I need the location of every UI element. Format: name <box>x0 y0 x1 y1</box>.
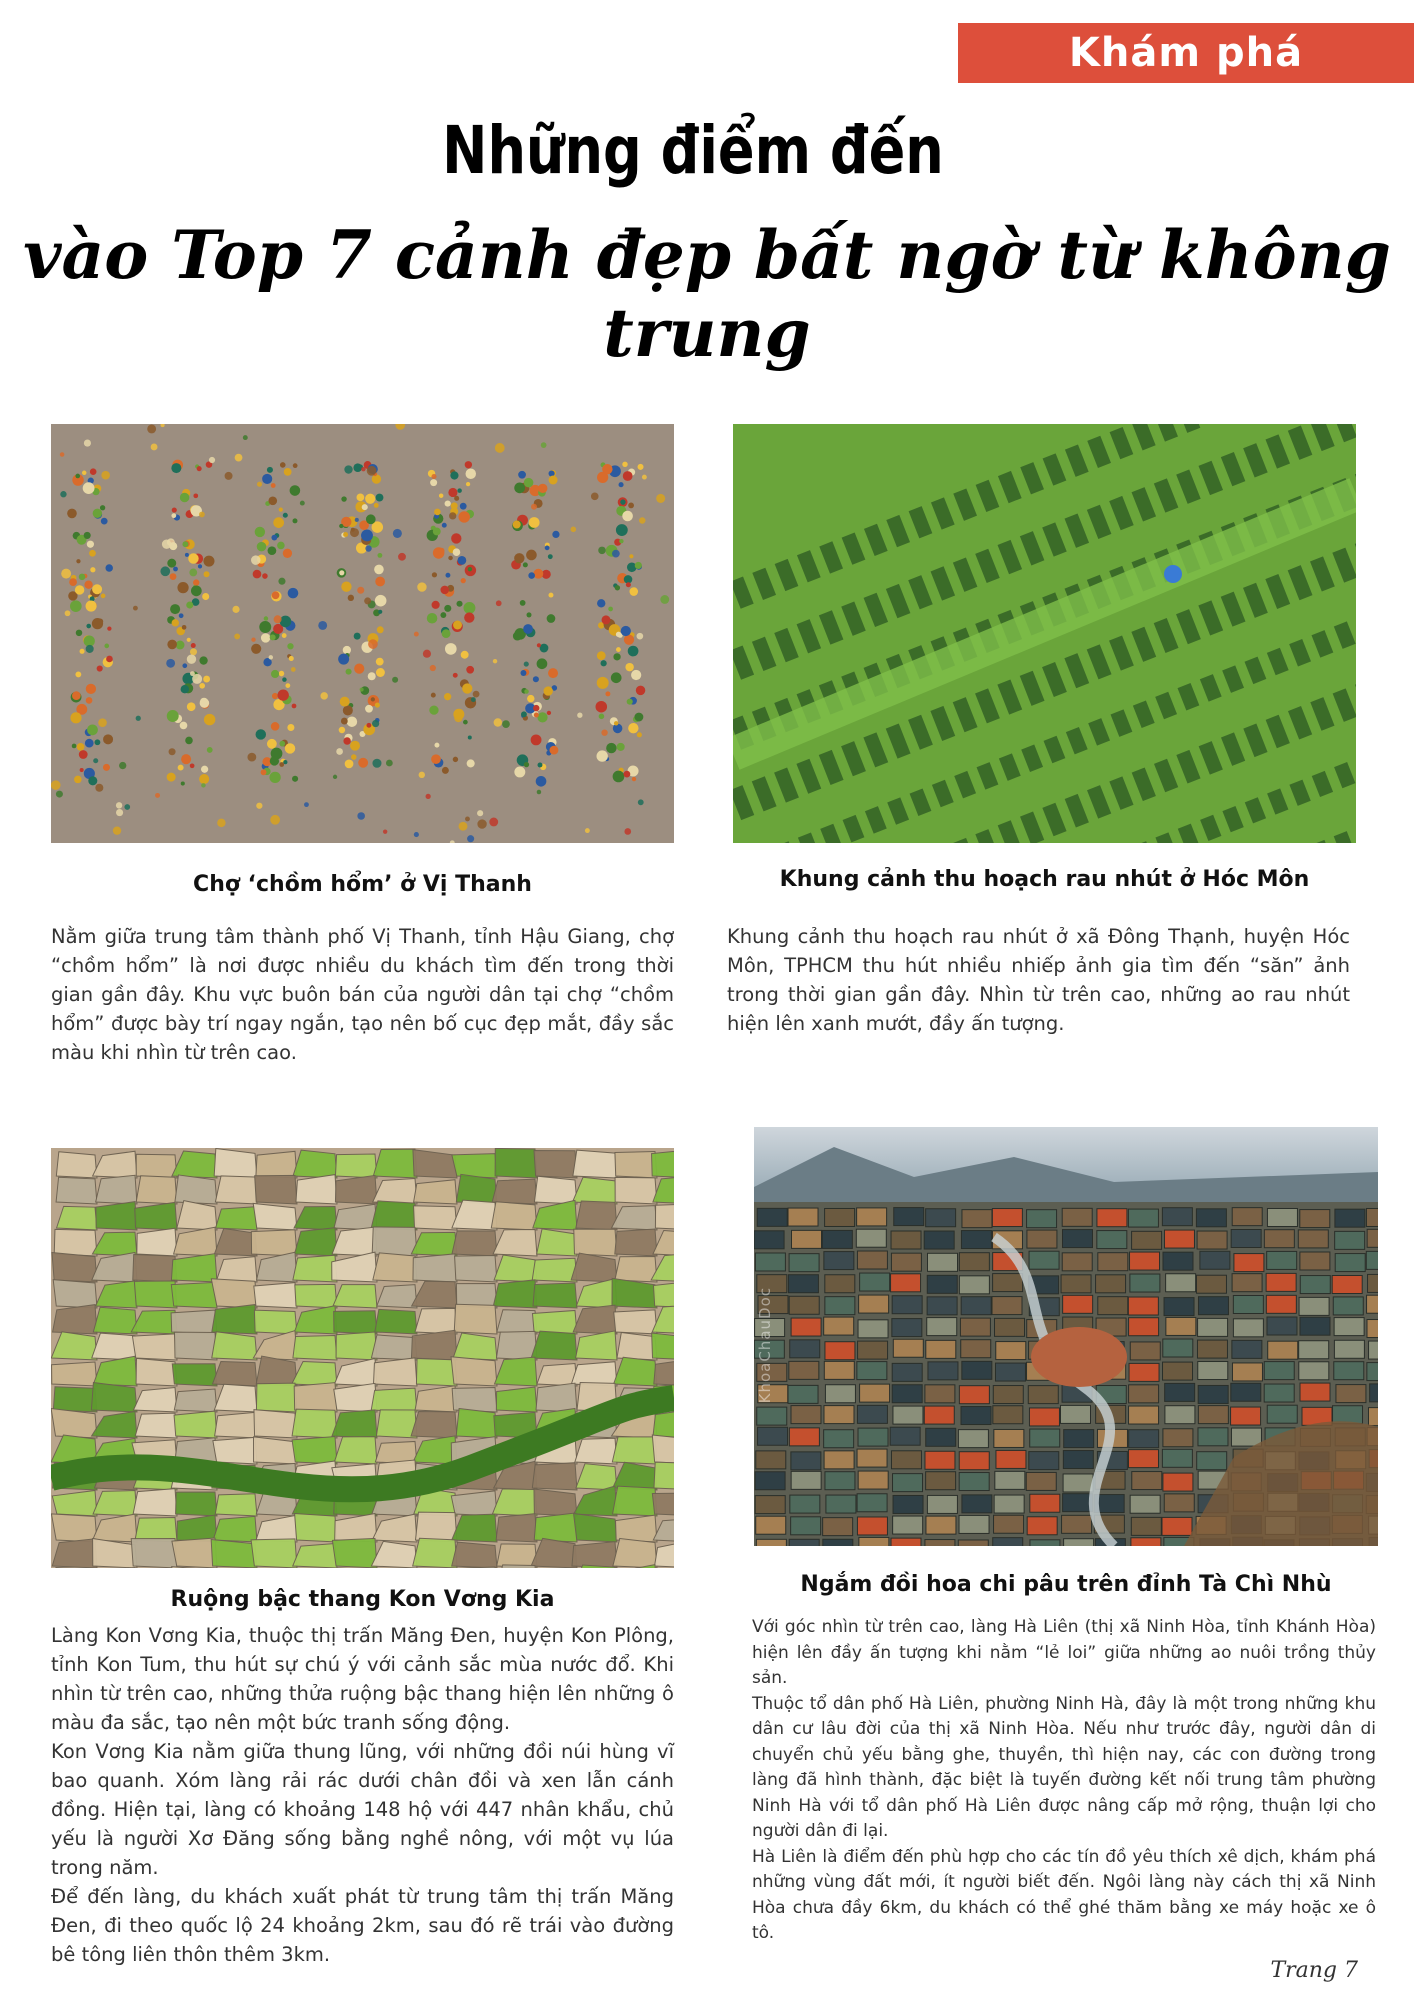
article-4-body <box>752 1615 1376 1947</box>
terraced-fields-photo <box>51 1148 674 1568</box>
article-4-caption: Ngắm đồi hoa chi pâu trên đỉnh Tà Chì Nhù <box>800 1572 1332 1597</box>
article-1-caption: Chợ ‘chồm hổm’ ở Vị Thanh <box>193 872 532 897</box>
ha-lien-village-photo <box>754 1127 1378 1546</box>
section-tag: Khám phá <box>958 23 1414 83</box>
page-title-line1: Những điểm đến <box>442 112 944 189</box>
article-1-body <box>51 922 674 1067</box>
article-3-caption: Ruộng bậc thang Kon Vơng Kia <box>170 1587 555 1612</box>
article-3-body <box>51 1621 674 1969</box>
article-2-caption: Khung cảnh thu hoạch rau nhút ở Hóc Môn <box>779 867 1310 892</box>
page-title-line2: vào Top 7 cảnh đẹp bất ngờ từ không trung <box>23 216 1391 372</box>
article-4-paragraph: Với góc nhìn từ trên cao, làng Hà Liên (thị xã Ninh Hòa, tỉnh Khánh Hòa) hiện lên đầy ấn tượng khi nằm “lẻ loi” giữa những ao nuôi trồng thủy sản. <box>752 1617 1376 1688</box>
water-vegetable-pond-photo <box>733 424 1356 843</box>
article-3-paragraph: Kon Vơng Kia nằm giữa thung lũng, với những đồi núi hùng vĩ bao quanh. Xóm làng rải rác dưới chân đồi và xen lẫn cánh đồng. Hiện tại, làng có khoảng 148 hộ với 447 nhân khẩu, chủ yếu là người Xơ Đăng sống bằng nghề nông, với một vụ lúa trong năm. <box>51 1740 674 1879</box>
article-2-paragraph: Khung cảnh thu hoạch rau nhút ở xã Đông Thạnh, huyện Hóc Môn, TPHCM thu hút nhiều nhiếp ảnh gia tìm đến “săn” ảnh trong thời gian gần đây. Nhìn từ trên cao, những ao rau nhút hiện lên xanh mướt, đầy ấn tượng. <box>727 925 1350 1035</box>
article-1-paragraph: Nằm giữa trung tâm thành phố Vị Thanh, tỉnh Hậu Giang, chợ “chồm hổm” là nơi được nhiều du khách tìm đến trong thời gian gần đây. Khu vực buôn bán của người dân tại chợ “chồm hổm” được bày trí ngay ngắn, tạo nên bố cục đẹp mắt, đầy sắc màu khi nhìn từ trên cao. <box>51 925 674 1064</box>
market-aerial-photo <box>51 424 674 843</box>
article-3-paragraph: Để đến làng, du khách xuất phát từ trung tâm thị trấn Măng Đen, đi theo quốc lộ 24 khoảng 2km, sau đó rẽ trái vào đường bê tông liên thôn thêm 3km. <box>51 1885 674 1966</box>
article-4-paragraph: Thuộc tổ dân phố Hà Liên, phường Ninh Hà, đây là một trong những khu dân cư lâu đời của thị xã Ninh Hòa. Nếu như trước đây, người dân di chuyển chủ yếu bằng ghe, thuyền, thì hiện nay, các con đường trong làng đã hình thành, đặc biệt là tuyến đường kết nối trung tâm phường Ninh Hà với tổ dân phố Hà Liên được nâng cấp mở rộng, thuận lợi cho người dân đi lại. <box>752 1693 1376 1841</box>
page-number: Trang 7 <box>1270 1958 1358 1983</box>
article-4-paragraph: Hà Liên là điểm đến phù hợp cho các tín đồ yêu thích xê dịch, khám phá những vùng đất mới, ít người biết đến. Ngôi làng này cách thị xã Ninh Hòa chưa đầy 6km, du khách có thể ghé thăm bằng xe máy hoặc xe ô tô. <box>752 1846 1376 1943</box>
article-3-paragraph: Làng Kon Vơng Kia, thuộc thị trấn Măng Đen, huyện Kon Plông, tỉnh Kon Tum, thu hút sự chú ý với cảnh sắc mùa nước đổ. Khi nhìn từ trên cao, những thửa ruộng bậc thang hiện lên những ô màu đa sắc, tạo nên một bức tranh sống động. <box>51 1624 674 1734</box>
article-2-body <box>727 922 1350 1038</box>
photo-watermark: KhoaChauDoc <box>756 1287 774 1404</box>
